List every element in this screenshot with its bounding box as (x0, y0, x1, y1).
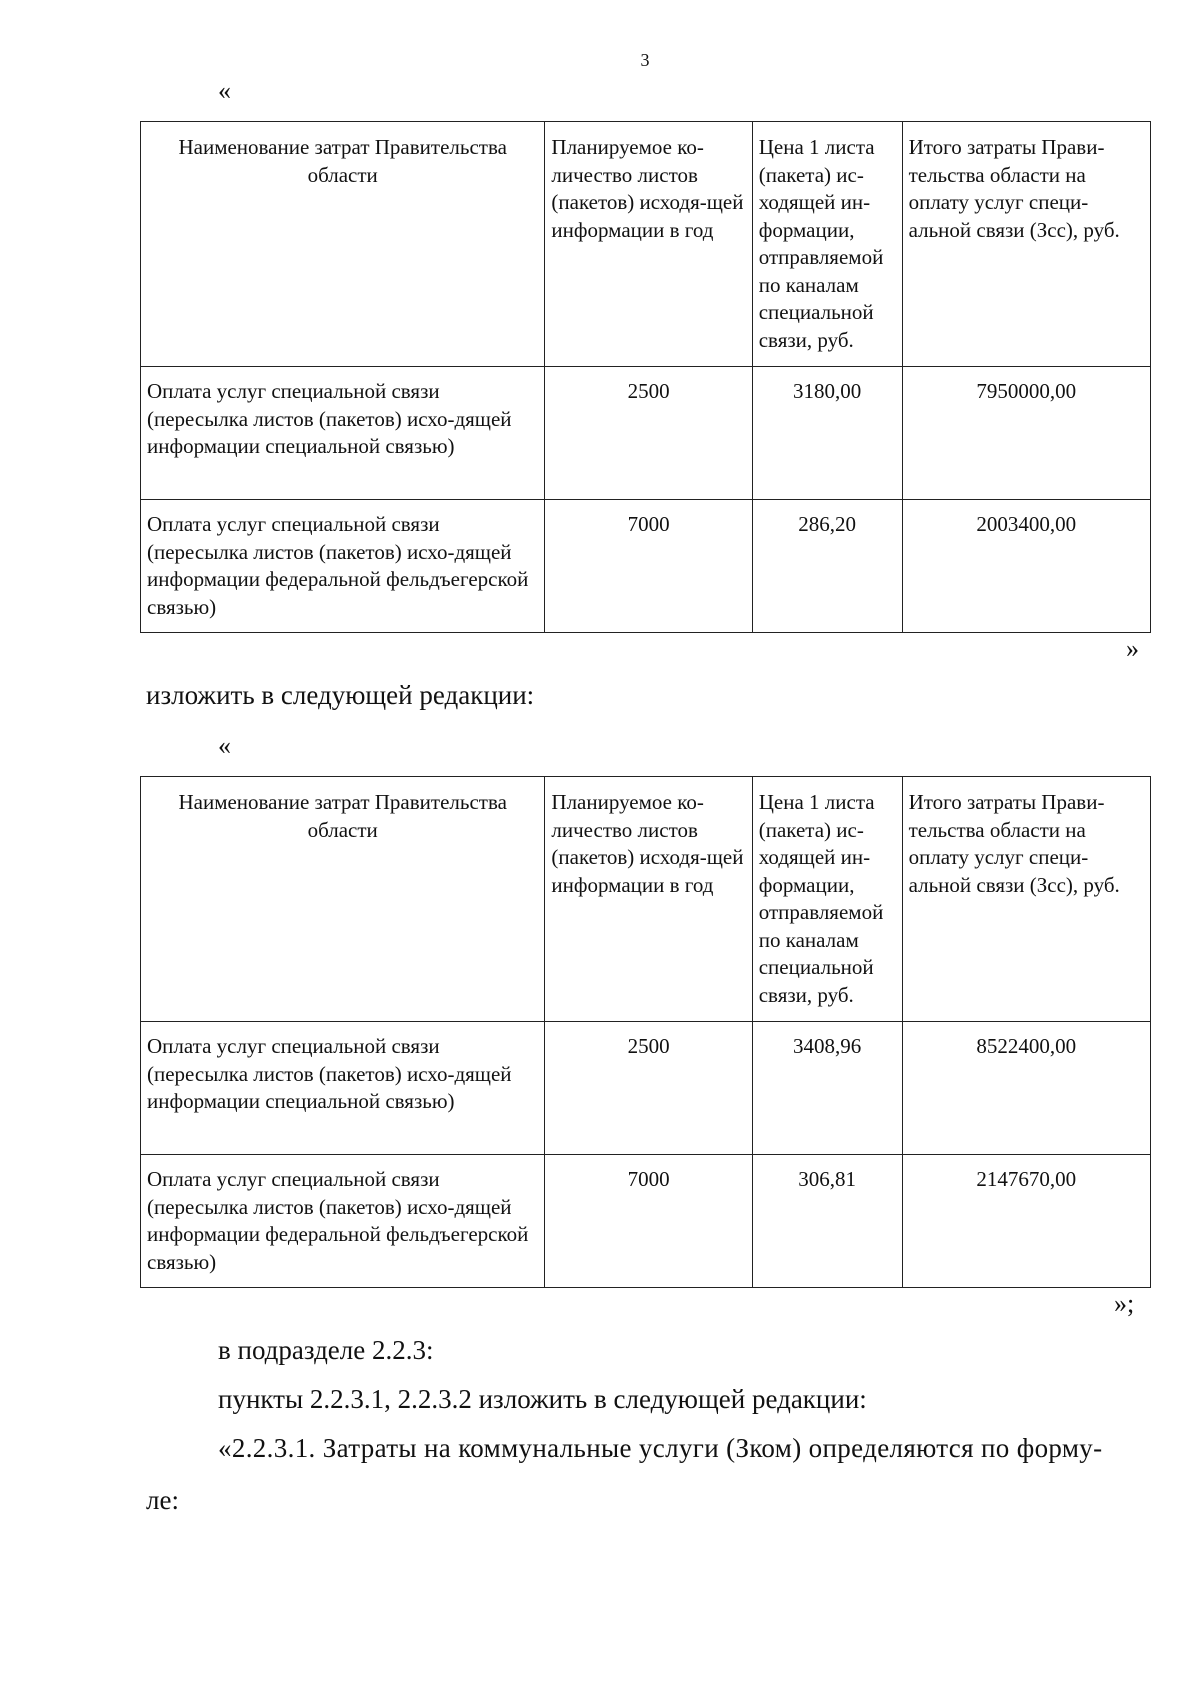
points-text: пункты 2.2.3.1, 2.2.3.2 изложить в следующей редакции: (218, 1384, 867, 1414)
table-row (141, 1022, 1151, 1155)
open-quote-1: « (218, 76, 231, 105)
formula-start-text: «2.2.3.1. Затраты на коммунальные услуги (Зком) определяются по форму- (218, 1433, 1103, 1463)
intro-text: изложить в следующей редакции: (146, 680, 535, 710)
new-cost-table (140, 776, 1151, 1288)
cell-total: 2147670,00 (902, 1155, 1150, 1288)
table-header-row (141, 122, 1151, 367)
cell-total: 7950000,00 (902, 367, 1150, 500)
header-quantity: Планируемое ко-личество листов (пакетов) исходя-щей информации в год (545, 777, 752, 1022)
header-total: Итого затраты Прави-тельства области на оплату услуг специ-альной связи (Зсс), руб. (902, 122, 1150, 367)
cell-name: Оплата услуг специальной связи (пересылка листов (пакетов) исхо-дящей информации специальной связью) (141, 1022, 545, 1155)
cell-price: 3180,00 (752, 367, 902, 500)
subsection-text: в подразделе 2.2.3: (218, 1335, 434, 1365)
header-quantity: Планируемое ко-личество листов (пакетов) исходя-щей информации в год (545, 122, 752, 367)
cell-total: 2003400,00 (902, 500, 1150, 633)
cell-total: 8522400,00 (902, 1022, 1150, 1155)
old-cost-table (140, 121, 1151, 633)
cell-name: Оплата услуг специальной связи (пересылка листов (пакетов) исхо-дящей информации специальной связью) (141, 367, 545, 500)
header-name: Наименование затрат Правительства области (141, 122, 545, 367)
table-header-row (141, 777, 1151, 1022)
cell-price: 3408,96 (752, 1022, 902, 1155)
table-row (141, 500, 1151, 633)
cell-quantity: 7000 (545, 500, 752, 633)
formula-end-text: ле: (146, 1485, 179, 1515)
page-number: 3 (640, 50, 650, 70)
cell-name: Оплата услуг специальной связи (пересылка листов (пакетов) исхо-дящей информации федеральной фельдъегерской связью) (141, 500, 545, 633)
cell-quantity: 7000 (545, 1155, 752, 1288)
close-quote-2: »; (1114, 1289, 1135, 1318)
table-row (141, 1155, 1151, 1288)
cell-quantity: 2500 (545, 367, 752, 500)
cell-price: 306,81 (752, 1155, 902, 1288)
header-name: Наименование затрат Правительства области (141, 777, 545, 1022)
header-total: Итого затраты Прави-тельства области на оплату услуг специ-альной связи (Зсс), руб. (902, 777, 1150, 1022)
header-price: Цена 1 листа (пакета) ис-ходящей ин-формации, отправляемой по каналам специальной связи, руб. (752, 122, 902, 367)
header-price: Цена 1 листа (пакета) ис-ходящей ин-формации, отправляемой по каналам специальной связи, руб. (752, 777, 902, 1022)
table-row (141, 367, 1151, 500)
close-quote-1: » (1126, 634, 1139, 663)
cell-quantity: 2500 (545, 1022, 752, 1155)
open-quote-2: « (218, 731, 231, 760)
cell-price: 286,20 (752, 500, 902, 633)
cell-name: Оплата услуг специальной связи (пересылка листов (пакетов) исхо-дящей информации федеральной фельдъегерской связью) (141, 1155, 545, 1288)
